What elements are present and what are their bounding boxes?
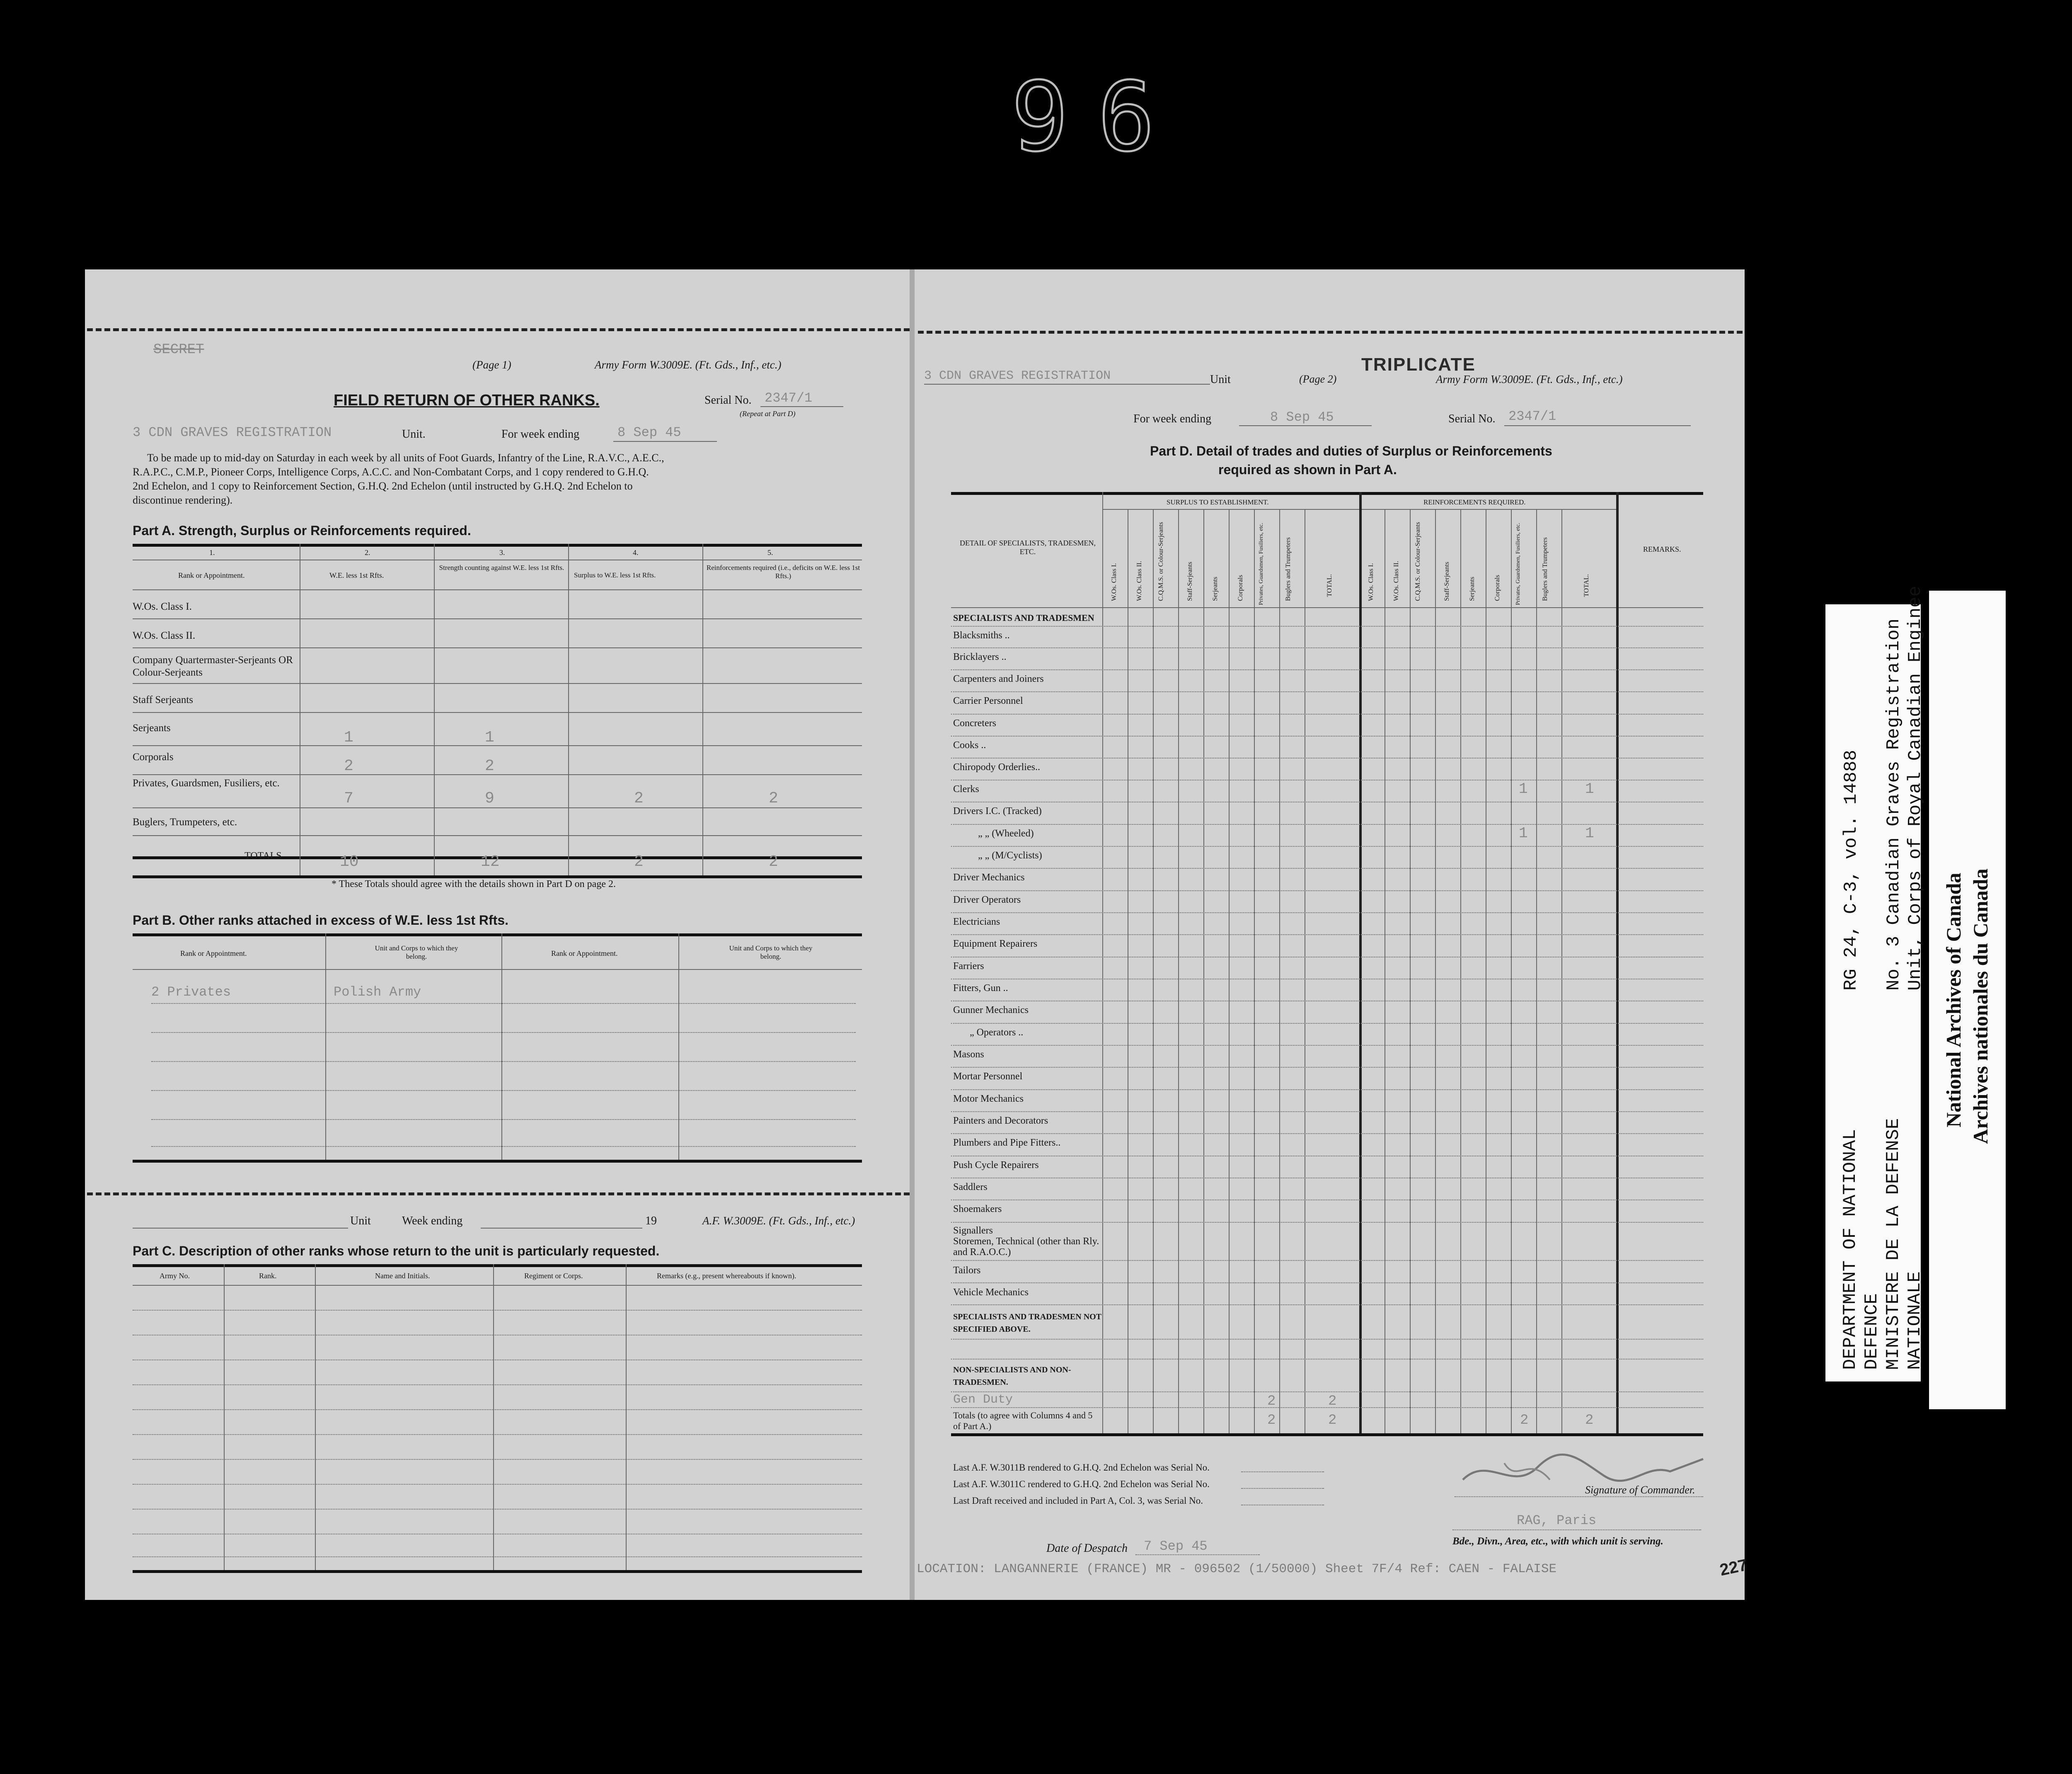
group-header-surplus: SURPLUS TO ESTABLISHMENT. (1167, 498, 1269, 506)
unit-value: 3 CDN GRAVES REGISTRATION (133, 425, 332, 440)
cell-value: 2 (769, 790, 778, 807)
col-buglers-surplus: Buglers and Trumpeters (1285, 537, 1292, 601)
rank-label: Corporals (133, 751, 174, 763)
column-number: 3. (499, 548, 505, 557)
footer-line: Last A.F. W.3011C rendered to G.H.Q. 2nd Echelon was Serial No. (953, 1479, 1210, 1489)
trade-row: „ Operators .. (970, 1027, 1024, 1038)
col-wo1-reinf: W.Os. Class I. (1368, 563, 1375, 601)
trade-row: Farriers (953, 961, 984, 972)
part-c-form-label: A.F. W.3009E. (Ft. Gds., Inf., etc.) (702, 1214, 855, 1227)
cell-value: 1 (1585, 825, 1594, 842)
column-header: Rank or Appointment. (180, 949, 247, 957)
instructions-line: 2nd Echelon, and 1 copy to Reinforcement Section, G.H.Q. 2nd Echelon (until instructed by G.H.Q. 2nd Echelon to (133, 480, 633, 492)
col-staff-serjeants-surplus: Staff-Serjeants (1186, 562, 1193, 601)
column-header: Strength counting against W.E. less 1st Rfts. (439, 564, 564, 572)
week-ending-value: 8 Sep 45 (617, 425, 681, 440)
bde-label: Bde., Divn., Area, etc., with which unit is serving. (1452, 1536, 1663, 1547)
totals-footnote: * These Totals should agree with the details shown in Part D on page 2. (332, 879, 616, 889)
remarks-header: REMARKS. (1643, 545, 1681, 553)
col-buglers-reinf: Buglers and Trumpeters (1542, 537, 1549, 601)
part-c-year: 19 (645, 1214, 657, 1227)
trade-row: Carrier Personnel (953, 696, 1023, 706)
trade-row: „ „ (Wheeled) (978, 828, 1034, 839)
trade-row: Plumbers and Pipe Fitters.. (953, 1137, 1061, 1148)
cell-value: 7 (344, 790, 353, 807)
col-cqms-reinf: C.Q.M.S. or Colour-Serjeants (1414, 522, 1421, 601)
trade-row: Saddlers (953, 1182, 988, 1192)
page-1 (85, 269, 908, 1600)
unit-label: Unit (1210, 373, 1231, 386)
trade-row: Tailors (953, 1265, 981, 1276)
serial-note: (Repeat at Part D) (740, 410, 796, 418)
attached-unit: Polish Army (334, 984, 421, 1000)
trade-row: Totals (to agree with Columns 4 and 5 of Part A.) (953, 1410, 1093, 1431)
unit-value: 3 CDN GRAVES REGISTRATION (924, 369, 1111, 383)
page-fold (910, 269, 915, 1600)
column-number: 2. (365, 548, 370, 557)
col-wo2-surplus: W.Os. Class II. (1136, 561, 1143, 601)
cell-value: 2 (344, 757, 353, 775)
triplicate-stamp: TRIPLICATE (1361, 354, 1476, 375)
page-title: FIELD RETURN OF OTHER RANKS. (334, 392, 600, 409)
column-header: Army No. (160, 1272, 190, 1280)
total-value: 12 (481, 853, 500, 871)
rank-label: Serjeants (133, 722, 171, 734)
serial-label: Serial No. (704, 394, 752, 407)
cell-value: 9 (485, 790, 494, 807)
total-value: 10 (340, 853, 359, 871)
page-number: 227 (1718, 1556, 1749, 1580)
col-total-surplus: TOTAL. (1326, 574, 1333, 597)
instructions-line: To be made up to mid-day on Saturday in each week by all units of Foot Guards, Infantry of the Line, R.A.V.C., A.E.C., (147, 452, 664, 464)
trade-row: Concreters (953, 718, 996, 729)
col-corporals-reinf: Corporals (1494, 574, 1501, 601)
archive-text: DEFENCE (1861, 1293, 1882, 1370)
column-header: Rank. (259, 1272, 277, 1280)
serial-value: 2347/1 (1508, 409, 1556, 424)
serial-label: Serial No. (1448, 412, 1496, 425)
trade-row: SPECIALISTS AND TRADESMEN (953, 613, 1094, 623)
total-value: 2 (769, 853, 778, 871)
bde-value: RAG, Paris (1517, 1513, 1597, 1528)
column-header: W.E. less 1st Rfts. (329, 571, 384, 579)
archive-reference: RG 24, C-3, vol. 14888 (1841, 750, 1861, 991)
col-wo2-reinf: W.Os. Class II. (1393, 561, 1400, 601)
column-header: Unit and Corps to which they belong. (375, 944, 458, 960)
trade-row: Bricklayers .. (953, 652, 1007, 662)
archive-text: DEPARTMENT OF NATIONAL (1840, 1129, 1861, 1370)
army-form-label: Army Form W.3009E. (Ft. Gds., Inf., etc.) (595, 359, 782, 371)
total-value: 2 (1520, 1413, 1529, 1428)
column-header: Surplus to W.E. less 1st Rfts. (574, 571, 656, 579)
trade-row: SPECIALISTS AND TRADESMEN NOT SPECIFIED ABOVE. (953, 1312, 1101, 1334)
archive-label-right (1929, 591, 2006, 1409)
part-d-title: Part D. Detail of trades and duties of Surplus or Reinforcements (1150, 444, 1552, 458)
trade-row: Blacksmiths .. (953, 630, 1010, 641)
trade-row: Mortar Personnel (953, 1071, 1023, 1082)
trade-row: Chiropody Orderlies.. (953, 762, 1040, 773)
part-a-title: Part A. Strength, Surplus or Reinforcements required. (133, 523, 471, 538)
archive-text: MINISTERE DE LA DEFENSE (1883, 1118, 1904, 1370)
trade-row: Painters and Decorators (953, 1115, 1048, 1126)
serial-value: 2347/1 (765, 390, 813, 406)
total-value: 2 (1267, 1413, 1276, 1428)
column-header: Name and Initials. (375, 1272, 430, 1280)
signature-label: Signature of Commander. (1585, 1484, 1695, 1496)
page-2 (916, 269, 1749, 1600)
attached-rank: 2 Privates (151, 984, 231, 1000)
trade-row: Gunner Mechanics (953, 1005, 1029, 1015)
rank-label: Buglers, Trumpeters, etc. (133, 817, 237, 828)
cell-value: 2 (1267, 1394, 1276, 1409)
total-value: 2 (1585, 1413, 1594, 1428)
cell-value: 2 (1328, 1394, 1337, 1409)
part-b-title: Part B. Other ranks attached in excess of W.E. less 1st Rfts. (133, 913, 508, 928)
total-value: 2 (1328, 1413, 1337, 1428)
despatch-label: Date of Despatch (1046, 1542, 1128, 1555)
footer-line: Last A.F. W.3011B rendered to G.H.Q. 2nd Echelon was Serial No. (953, 1462, 1210, 1473)
part-c-week-label: Week ending (402, 1214, 463, 1227)
cell-value: 1 (1519, 825, 1528, 842)
col-privates-reinf: Privates, Guardsmen, Fusiliers, etc. (1515, 523, 1521, 605)
trade-row: Driver Operators (953, 894, 1021, 905)
cell-value: 1 (344, 729, 353, 746)
cell-value: 1 (1519, 780, 1528, 797)
trade-row: Drivers I.C. (Tracked) (953, 806, 1042, 817)
totals-label: TOTALS (244, 851, 282, 861)
col-corporals-surplus: Corporals (1237, 574, 1244, 601)
trade-row: Storemen, Technical (other than Rly. and R.A.O.C.) (953, 1236, 1099, 1258)
location-line: LOCATION: LANGANNERIE (FRANCE) MR - 096502 (1/50000) Sheet 7F/4 Ref: CAEN - FALAISE (917, 1562, 1557, 1576)
column-header: Rank or Appointment. (178, 571, 245, 579)
archive-name-en: National Archives of Canada (1942, 872, 1965, 1127)
col-staff-serjeants-reinf: Staff-Serjeants (1443, 562, 1450, 601)
part-c-unit-label: Unit (350, 1214, 371, 1227)
col-cqms-surplus: C.Q.M.S. or Colour-Serjeants (1157, 522, 1164, 601)
army-form-label: Army Form W.3009E. (Ft. Gds., Inf., etc.) (1436, 373, 1623, 385)
week-ending-label: For week ending (501, 428, 580, 441)
total-value: 2 (634, 853, 644, 871)
document-sheet (85, 269, 1749, 1600)
trade-row: Carpenters and Joiners (953, 674, 1044, 684)
col-wo1-surplus: W.Os. Class I. (1111, 563, 1118, 601)
rank-label: Company Quartermaster-Serjeants OR Colour-Serjeants (133, 654, 293, 678)
column-header: Regiment or Corps. (524, 1272, 583, 1280)
page-label: (Page 2) (1299, 373, 1337, 385)
column-header: Unit and Corps to which they belong. (729, 944, 813, 960)
week-ending-label: For week ending (1133, 412, 1212, 425)
trade-row: Shoemakers (953, 1204, 1002, 1214)
trade-row: Cooks .. (953, 740, 986, 751)
rank-label: Staff Serjeants (133, 694, 194, 705)
col-serjeants-reinf: Serjeants (1469, 577, 1476, 601)
part-c-title: Part C. Description of other ranks whose return to the unit is particularly requested. (133, 1243, 660, 1258)
instructions-line: discontinue rendering). (133, 494, 233, 506)
footer-line: Last Draft received and included in Part A, Col. 3, was Serial No. (953, 1495, 1203, 1506)
trade-row: Push Cycle Repairers (953, 1160, 1039, 1171)
rank-label: Privates, Guardsmen, Fusiliers, etc. (133, 778, 280, 789)
trade-row: Motor Mechanics (953, 1093, 1024, 1104)
cell-value: 1 (1585, 780, 1594, 797)
instructions-line: R.A.P.C., C.M.P., Pioneer Corps, Intelligence Corps, A.C.C. and Non-Combatant Corps, and 1 copy rendered to G.H.Q. (133, 466, 649, 478)
cell-value: 2 (634, 790, 644, 807)
trade-row: Equipment Repairers (953, 938, 1038, 949)
trade-row: Gen Duty (953, 1393, 1013, 1407)
group-header-reinforcements: REINFORCEMENTS REQUIRED. (1423, 498, 1526, 506)
rank-label: W.Os. Class I. (133, 601, 192, 612)
column-number: 1. (209, 548, 215, 557)
rank-label: W.Os. Class II. (133, 630, 196, 641)
frame-number: 96 (1011, 62, 1184, 173)
trade-row: Driver Mechanics (953, 872, 1025, 883)
secret-mark: SECRET (153, 342, 204, 358)
archive-description: Unit, Corps of Royal Canadian Enginee (1905, 586, 1926, 991)
despatch-value: 7 Sep 45 (1144, 1539, 1208, 1554)
column-header: Reinforcements required (i.e., deficits on W.E. less 1st Rfts.) (706, 564, 860, 580)
trade-row: Fitters, Gun .. (953, 983, 1008, 994)
part-d-subtitle: required as shown in Part A. (1218, 462, 1397, 477)
column-number: 5. (767, 548, 773, 557)
trade-row: Vehicle Mechanics (953, 1287, 1029, 1298)
column-header: Remarks (e.g., present whereabouts if known). (657, 1272, 796, 1280)
cell-value: 1 (485, 729, 494, 746)
archive-text: NATIONALE (1905, 1271, 1925, 1370)
trade-row: Electricians (953, 916, 1000, 927)
unit-label: Unit. (402, 428, 426, 441)
trade-row: Clerks (953, 784, 979, 795)
trade-row: Masons (953, 1049, 984, 1060)
col-total-reinf: TOTAL. (1583, 574, 1590, 597)
col-serjeants-surplus: Serjeants (1212, 577, 1219, 601)
archive-description: No. 3 Canadian Graves Registration (1883, 618, 1904, 991)
page-label: (Page 1) (472, 359, 511, 371)
col-privates-surplus: Privates, Guardsmen, Fusiliers, etc. (1258, 523, 1264, 605)
week-ending-value: 8 Sep 45 (1270, 410, 1334, 425)
cell-value: 2 (485, 757, 494, 775)
trade-row: Signallers (953, 1225, 993, 1236)
archive-name-fr: Archives nationales du Canada (1969, 868, 1992, 1144)
column-header: Rank or Appointment. (551, 949, 618, 957)
column-number: 4. (633, 548, 639, 557)
trade-row: NON-SPECIALISTS AND NON-TRADESMEN. (953, 1365, 1071, 1387)
detail-header: DETAIL OF SPECIALISTS, TRADESMEN, ETC. (959, 539, 1096, 556)
trade-row: „ „ (M/Cyclists) (978, 850, 1042, 861)
